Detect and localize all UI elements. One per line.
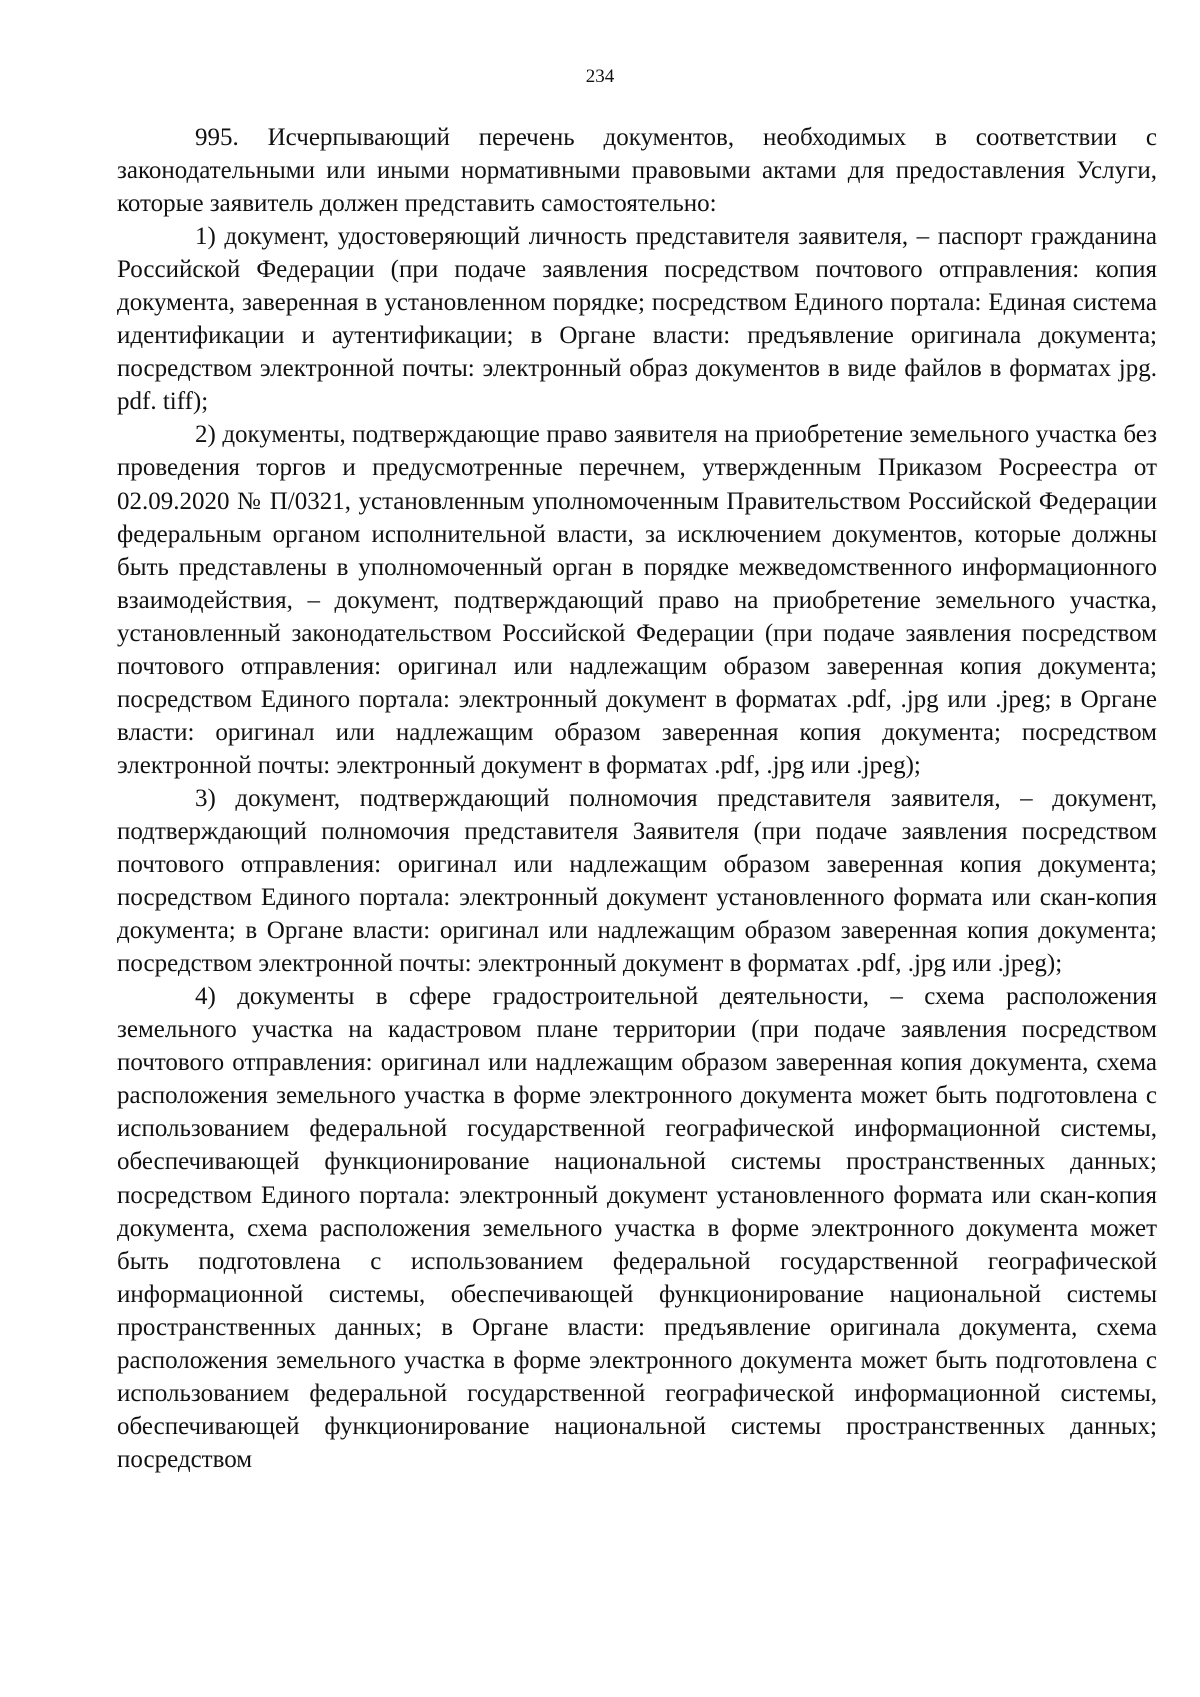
paragraph-item-2: 2) документы, подтверждающие право заявителя на приобретение земельного участка без проведения торгов и предусмотренные перечнем, утвержденным Приказом Росреестра от 02.09.2020 № П/0321, установленным уполномоченным Правительством Российской Федерации федеральным органом исполнительной власти, за исключением документов, которые должны быть представлены в уполномоченный орган в порядке межведомственного информационного взаимодействия, – документ, подтверждающий право на приобретение земельного участка, установленный законодательством Российской Федерации (при подаче заявления посредством почтового отправления: оригинал или надлежащим образом заверенная копия документа; посредством Единого портала: электронный документ в форматах .pdf, .jpg или .jpeg; в Органе власти: оригинал или надлежащим образом заверенная копия документа; посредством электронной почты: электронный документ в форматах .pdf, .jpg или .jpeg); (117, 421, 1157, 779)
paragraph-item-4: 4) документы в сфере градостроительной деятельности, – схема расположения земельного участка на кадастровом плане территории (при подаче заявления посредством почтового отправления: оригинал или надлежащим образом заверенная копия документа, схема расположения земельного участка в форме электронного документа может быть подготовлена с использованием федеральной государственной географической информационной системы, обеспечивающей функционирование национальной системы пространственных данных; посредством Единого портала: электронный документ установленного формата или скан-копия документа, схема расположения земельного участка в форме электронного документа может быть подготовлена с использованием федеральной государственной географической информационной системы, обеспечивающей функционирование национальной системы пространственных данных; в Органе власти: предъявление оригинала документа, схема расположения земельного участка в форме электронного документа может быть подготовлена с использованием федеральной государственной географической информационной системы, обеспечивающей функционирование национальной системы пространственных данных; посредством (117, 983, 1157, 1473)
paragraph-item-1: 1) документ, удостоверяющий личность представителя заявителя, – паспорт гражданина Российской Федерации (при подаче заявления посредством почтового отправления: копия документа, заверенная в установленном порядке; посредством Единого портала: Единая система идентификации и аутентификации; в Органе власти: предъявление оригинала документа; посредством электронной почты: электронный образ документов в виде файлов в форматах jpg. pdf. tiff); (117, 223, 1157, 416)
page-number: 234 (585, 66, 615, 87)
paragraph-995-intro: 995. Исчерпывающий перечень документов, необходимых в соответствии с законодательными или иными нормативными правовыми актами для предоставления Услуги, которые заявитель должен представить самостоятельно: (117, 124, 1157, 218)
paragraph-item-3: 3) документ, подтверждающий полномочия представителя заявителя, – документ, подтверждающий полномочия представителя Заявителя (при подаче заявления посредством почтового отправления: оригинал или надлежащим образом заверенная копия документа; посредством Единого портала: электронный документ установленного формата или скан-копия документа; в Органе власти: оригинал или надлежащим образом заверенная копия документа; посредством электронной почты: электронный документ в форматах .pdf, .jpg или .jpeg); (117, 784, 1157, 978)
document-body (117, 121, 1157, 1476)
